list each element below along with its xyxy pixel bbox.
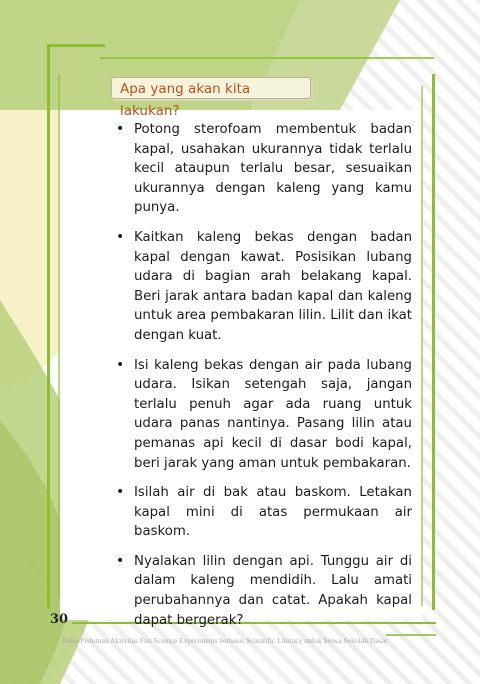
procedure-list [112, 120, 412, 640]
list-item: • Kaitkan kaleng bekas dengan badan kapal dengan kawat. Posisikan lubang udara di bagian arah belakang kapal. Beri jarak antara badan kapal dan kaleng untuk area pembakaran lilin. Lilit dan ikat dengan kuat. [112, 228, 412, 346]
list-item: • Potong sterofoam membentuk badan kapal, usahakan ukurannya tidak terlalu kecil ataupun terlalu besar, sesuaikan ukurannya dengan kaleng yang kamu punya. [112, 120, 412, 218]
frame-line-left-inner [58, 74, 60, 598]
list-item: • Isi kaleng bekas dengan air pada lubang udara. Isikan setengah saja, jangan terlalu penuh agar ada ruang untuk udara panas nantinya. Pasang lilin atau pemanas api kecil di dasar bodi kapal, beri jarak yang aman untuk pembakaran. [112, 356, 412, 474]
footer-book-title: Buku Pedoman Aktivitas Fun Science Experiments berbasis Scientific Literacy untuk Siswa Sekolah Dasar [62, 636, 388, 645]
list-item: • Nyalakan lilin dengan api. Tunggu air di dalam kaleng mendidih. Lalu amati perubahannya dan catat. Apakah kapal dapat bergerak? [112, 552, 412, 630]
frame-line-right [432, 74, 435, 610]
section-title: Apa yang akan kita lakukan? [111, 77, 311, 99]
list-item: • Isilah air di bak atau baskom. Letakan kapal mini di atas permukaan air baskom. [112, 483, 412, 542]
frame-line-top [100, 57, 434, 59]
frame-line-left [47, 44, 50, 609]
frame-line-top-left [47, 44, 105, 47]
frame-line-right-inner [421, 86, 423, 606]
page-number: 30 [50, 612, 69, 627]
